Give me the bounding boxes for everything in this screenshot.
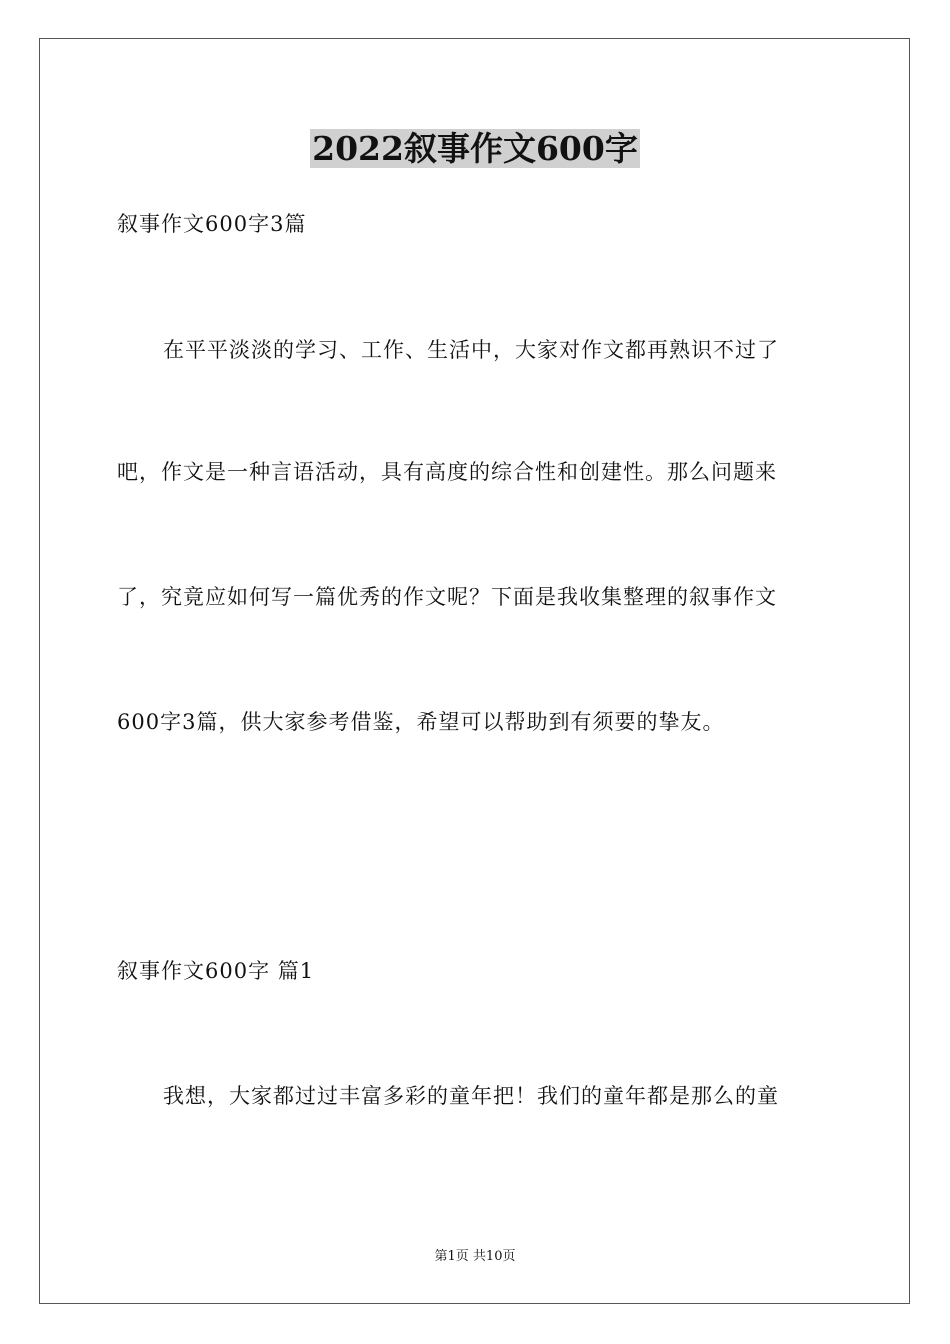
section-line: 我想，大家都过过丰富多彩的童年把！我们的童年都是那么的童 — [163, 1084, 779, 1108]
intro-line: 600字3篇，供大家参考借鉴，希望可以帮助到有须要的挚友。 — [117, 710, 725, 734]
page-footer: 第1页 共10页 — [434, 1249, 516, 1264]
document-subtitle: 叙事作文600字3篇 — [117, 212, 307, 236]
intro-line: 在平平淡淡的学习、工作、生活中，大家对作文都再熟识不过了 — [163, 338, 779, 362]
document-title — [0, 125, 950, 173]
document-title-text: 2022叙事作文600字 — [312, 129, 638, 168]
intro-line: 了，究竟应如何写一篇优秀的作文呢？下面是我收集整理的叙事作文 — [117, 585, 777, 609]
section-heading: 叙事作文600字 篇1 — [117, 959, 315, 983]
intro-line: 吧，作文是一种言语活动，具有高度的综合性和创建性。那么问题来 — [117, 460, 777, 484]
